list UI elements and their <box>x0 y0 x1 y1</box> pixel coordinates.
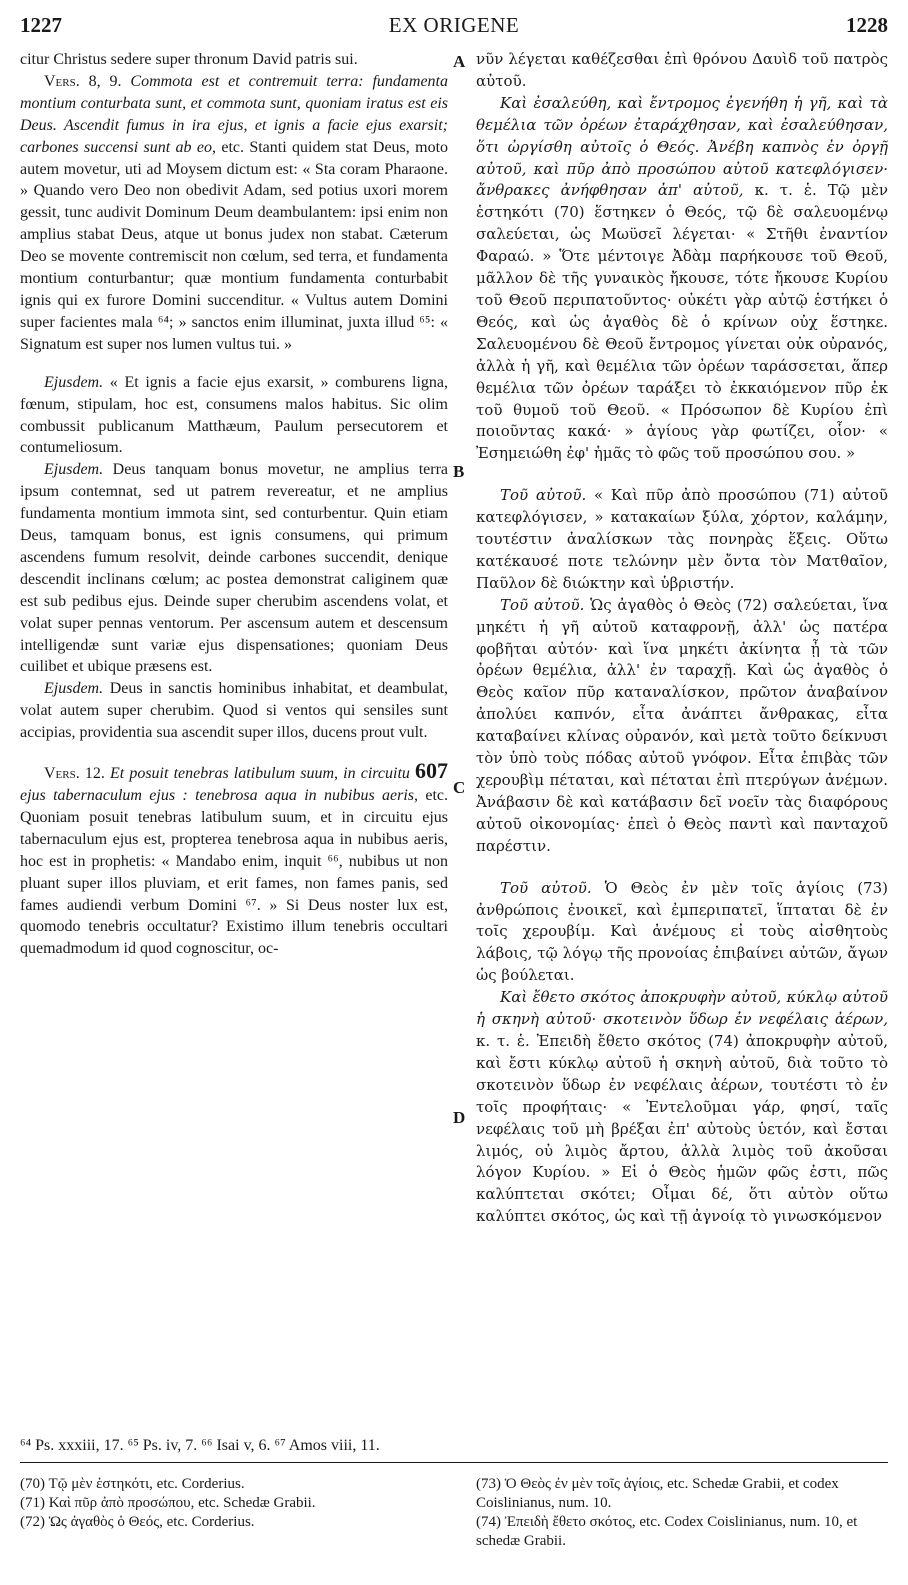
latin-paragraph-3 <box>20 372 448 460</box>
greek-paragraph-6 <box>476 987 888 1228</box>
greek-paragraph-4 <box>476 595 888 858</box>
section-heading: Ejusdem. <box>44 461 104 479</box>
commentary-text: « Καὶ πῦρ ἀπὸ προσώπου (71) αὐτοῦ κατεφλόγισεν, » κατακαίων ξύλα, χόρτον, καλάμην, τουτέστιν ἀναλίσκων τὰς πονηρὰς ἕξεις. Οὕτω κατέκαυσέ ποτε τελώνην μὲν ὄντα τὸν Ματθαῖον, Παῦλον δὲ διώκτην καὶ ὑβριστήν. <box>476 486 888 592</box>
lemma: ejus tabernaculum ejus : tenebrosa aqua in nubibus aeris, <box>20 787 419 804</box>
footnote-divider <box>20 1462 888 1463</box>
commentary-text: Deus in sanctis hominibus inhabitat, et deambulat, volat autem super cherubim. Quod si ventos qui sensiles sunt accipias, providentia sua ascendit super illos, ducens prout vult. <box>20 680 449 742</box>
column-number: 607 <box>415 758 449 784</box>
scripture-references: ⁶⁴ Ps. xxxiii, 17. ⁶⁵ Ps. iv, 7. ⁶⁶ Isai v, 6. ⁶⁷ Amos viii, 11. <box>20 1437 380 1454</box>
greek-paragraph-5 <box>476 878 888 988</box>
lemma: Et posuit tenebras latibulum suum, in circuitu <box>109 765 410 783</box>
section-marker-a: A <box>453 52 466 71</box>
footnotes-right <box>476 1475 888 1551</box>
greek-column <box>476 49 888 1228</box>
section-heading: Τοῦ αὐτοῦ. <box>500 878 592 897</box>
greek-paragraph-2 <box>476 93 888 465</box>
latin-paragraph-4 <box>20 459 448 678</box>
section-marker-d: D <box>453 1108 466 1127</box>
right-page-number: 1228 <box>846 13 888 37</box>
commentary-text: etc. Quoniam posuit tenebras latibulum suum, et in circuitu ejus tabernaculum ejus est, propterea tenebrosa aqua in nubibus aeris, hoc est in prophetis: « Mandabo enim, inquit ⁶⁶, nubibus ut non pluant super illos pluviam, et erit fames, non fames panis, sed fames audiendi verbum Domini ⁶⁷. » Si Deus noster lux est, quomodo tenebris occultatur? Existimo illum tenebris occultari quemadmodum id quod cognoscitur, oc- <box>20 787 449 958</box>
lemma: Commota est et contremuit terra: fundamenta montium conturbata sunt, et commota sunt, quoniam iratus est eis Deus. Ascendit fumus in ira ejus, et ignis a facie ejus exarsit; carbones succensi sunt ab eo, <box>20 72 448 156</box>
section-heading: Ejusdem. <box>44 680 104 698</box>
latin-paragraph-1: citur Christus sedere super thronum David patris sui. <box>20 51 358 68</box>
section-marker-b: B <box>453 462 465 481</box>
left-page-number: 1227 <box>20 13 62 37</box>
footnotes-left <box>20 1475 448 1532</box>
footnote-73: (73) Ὁ Θεὸς ἐν μὲν τοῖς ἁγίοις, etc. Schedæ Grabii, et codex Coislinianus, num. 10. <box>476 1476 839 1511</box>
lemma: Καὶ ἐσαλεύθη, καὶ ἔντρομος ἐγενήθη ἡ γῆ, καὶ τὰ θεμέλια τῶν ὀρέων ἐταράχθησαν, καὶ ἐσαλεύθησαν, ὅτι ὠργίσθη αὐτοῖς ὁ Θεός. Ἀνέβη καπνὸς ἐν ὀργῇ αὐτοῦ, καὶ πῦρ ἀπὸ προσώπου αὐτοῦ κατεφλόγισεν· ἄνθρακες ἀνήφθησαν ἀπ' αὐτοῦ, <box>476 93 888 200</box>
latin-paragraph-6 <box>20 760 448 960</box>
verse-reference: Vers. 8, 9. <box>44 72 122 90</box>
running-title: EX ORIGENE <box>388 13 520 37</box>
section-heading: Τοῦ αὐτοῦ. <box>500 486 587 505</box>
greek-paragraph-1: νῦν λέγεται καθέζεσθαι ἐπὶ θρόνου Δαυὶδ τοῦ πατρὸς αὐτοῦ. <box>476 50 888 90</box>
commentary-text: κ. τ. ἑ. Ἐπειδὴ ἔθετο σκότος (74) ἀποκρυφὴν αὐτοῦ, καὶ ἔστι κύκλῳ αὐτοῦ ἡ σκηνὴ αὐτοῦ, διὰ τοῦτο τὸ σκοτεινὸν ὕδωρ ἐν νεφέλαις ἀέρων, τουτέστι τὸ ἐν τοῖς προφήταις· « Ἐντελοῦμαι γάρ, φησί, ταῖς νεφέλαις τοῦ μὴ βρέξαι ἐπ' αὐτοὺς ὑετόν, καὶ ἔσται λιμός, οὐ λιμὸς ἄρτου, ἀλλὰ λιμὸς τοῦ ἀκοῦσαι λόγον Κυρίου. » Εἰ ὁ Θεὸς ἡμῶν φῶς ἐστι, πῶς καλύπτεται σκότει; Οἶμαι δέ, ὅτι αὐτὸν οὕτω καλύπτει σκότος, ὡς καὶ τῇ ἀγνοίᾳ τὸ γινωσκόμενον <box>476 1031 888 1226</box>
commentary-text: etc. Stanti quidem stat Deus, moto autem movetur, uti ad Moysem dictum est: « Sta coram Pharaone. » Quando vero Deo non obedivit Adam, sed potius uxori morem gessit, tunc audivit Dominum Deum deambulantem: ipsi enim non amplius stabat Deus, atque ut bonus judex non stabat. Cæterum Deo se movente contremiscit non cœlum, sed terra, et fundamenta montium conturbantur; quæ montium fundamenta conturbabit ignis qui ex furore Domini succenditur. « Vultus autem Domini super facientes mala ⁶⁴; » sanctos enim illuminat, juxta illud ⁶⁵: « Signatum est super nos lumen vultus tui. » <box>20 138 449 353</box>
section-marker-c: C <box>453 778 466 797</box>
commentary-text: « Et ignis a facie ejus exarsit, » comburens ligna, fœnum, stipulam, hoc est, consumens malos habitus. Sic olim combussit publicanum Matthæum, Paulum persecutorem et contumeliosum. <box>20 373 449 457</box>
footnote-74: (74) Ἐπειδὴ ἔθετο σκότος, etc. Codex Coislinianus, num. 10, et schedæ Grabii. <box>476 1514 858 1549</box>
commentary-text: Ὡς ἀγαθὸς ὁ Θεὸς (72) σαλεύεται, ἵνα μηκέτι ἡ γῆ αὐτοῦ καταφρονῇ, ἀλλ' ὡς πατέρα φοβῆται αὐτόν· καὶ ἵνα μηκέτι ἀκίνητα ᾖ τὰ τῶν ὀρέων θεμέλια, ἀλλ' ἐν ταραχῇ. Καὶ ὡς ἀγαθὸς ὁ Θεὸς καῖον πῦρ καταναλίσκον, πρῶτον ἀναβαίνον ἀπολύει καπνόν, εἶτα ἀνάπτει ἄνθρακας, εἶτα καταβαίνει κλίνας οὐρανόν, καὶ μετὰ τοῦτο δείκνυσι τὸν ὑπὸ τοὺς πόδας αὐτοῦ γνόφον. Εἶτα ἐπιβὰς τῶν χερουβὶμ πέταται, καὶ πέταται ἐπὶ πτερύγων ἀνέμων. Ἀνάβασιν δὲ καὶ κατάβασιν δεῖ νοεῖν τὰς διαφόρους αὐτοῦ οἰκονομίας· ἐπεὶ ὁ Θεὸς παντὶ καὶ πανταχοῦ παρέστιν. <box>476 595 888 855</box>
commentary-text: Deus tanquam bonus movetur, ne amplius terra ipsum contemnat, sed ut patrem revereatur, et ne amplius fundamenta montium immota sint, sed conturbentur. Quin etiam Deus, tamquam bonus, est ignis consumens, qui primum ascendens fumum resolvit, deinde carbones succendit, denique descendit inclinans cœlum; ac postea demonstrat caliginem quæ est sub pedibus ejus. Deinde super cherubim ascendens volat, et volat super pennas ventorum. Per ascensum autem et descensum intelligendæ sunt variæ ejus dispensationes; quoniam Deus cuilibet et ubique præsens est. <box>20 461 448 676</box>
footnote-71: (71) Καὶ πῦρ ἀπὸ προσώπου, etc. Schedæ Grabii. <box>20 1495 316 1511</box>
commentary-text: κ. τ. ἑ. Τῷ μὲν ἑστηκότι (70) ἕστηκεν ὁ Θεός, τῷ δὲ σαλευομένῳ σαλεύεται, ὡς Μωϋσεῖ λέγεται· « Στῆθι ἐναντίον Φαραώ. » Ὅτε μέντοιγε Ἀδὰμ παρήκουσε τοῦ Θεοῦ, μᾶλλον δὲ τῆς γυναικὸς ἤκουσε, τότε ἤκουσε Κυρίου τοῦ Θεοῦ περιπατοῦντος· οὐκέτι γὰρ αὐτῷ ἑστήκει ὁ Θεός, καὶ ὡς ἀγαθὸς δὲ ὁ κρίνων οὐχ ἕστηκε. Σαλευομένου δὲ Θεοῦ ἔντρομος γίνεται οὐκ οὐρανός, ἀλλὰ ἡ γῆ, καὶ θεμέλια τῶν ὀρέων ταράσσεται, ἅπερ θεμέλια τῶν ὀρέων ταράξει τὸ ἐκκαιόμενον πῦρ ἐκ τοῦ θυμοῦ τοῦ Θεοῦ. « Πρόσωπον δὲ Κυρίου ἐπὶ ποιοῦντας κακά· » ἁγίους γὰρ φωτίζει, οἷον· « Ἐσημειώθη ἐφ' ἡμᾶς τὸ φῶς τοῦ προσώπου σου. » <box>476 181 888 463</box>
page-header <box>20 13 888 43</box>
section-heading: Τοῦ αὐτοῦ. <box>500 595 585 614</box>
footnote-70: (70) Τῷ μὲν ἑστηκότι, etc. Corderius. <box>20 1476 245 1492</box>
latin-column <box>20 49 448 960</box>
commentary-text: Ὁ Θεὸς ἐν μὲν τοῖς ἁγίοις (73) ἀνθρώποις ἐνοικεῖ, καὶ ἐμπεριπατεῖ, ἵπταται δὲ ἐν τοῖς χερουβίμ. Καὶ ἀνέμους εἰ τοὺς αἰσθητοὺς λάβοις, τῷ λόγῳ τῆς προνοίας ἐπιβαίνει αὐτῶν, ἄγων ὡς βούλεται. <box>476 878 888 985</box>
footnote-72: (72) Ὡς ἀγαθὸς ὁ Θεός, etc. Corderius. <box>20 1514 255 1530</box>
latin-paragraph-5 <box>20 678 448 744</box>
section-heading: Ejusdem. <box>44 373 104 391</box>
latin-paragraph-2 <box>20 71 448 356</box>
lemma: Καὶ ἔθετο σκότος ἀποκρυφὴν αὐτοῦ, κύκλῳ αὐτοῦ ἡ σκηνὴ αὐτοῦ· σκοτεινὸν ὕδωρ ἐν νεφέλαις ἀέρων, <box>476 988 888 1029</box>
greek-paragraph-3 <box>476 485 888 595</box>
verse-reference: Vers. 12. <box>44 765 105 783</box>
